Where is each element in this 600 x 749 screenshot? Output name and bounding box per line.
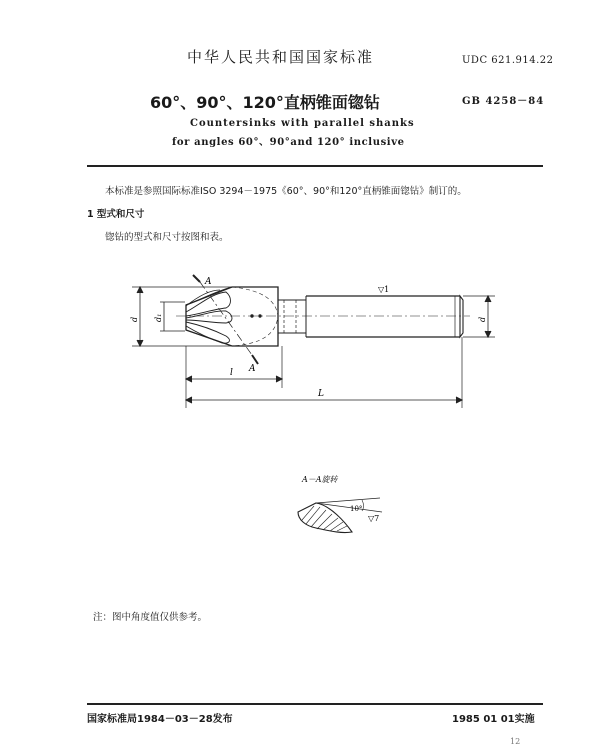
dim-d1-label: d₁	[154, 313, 163, 322]
standard-title: 60°、90°、120°直柄锥面锪钻	[150, 93, 380, 112]
issuing-organization: 中华人民共和国国家标准	[187, 48, 375, 66]
publication-date: 国家标准局1984－03－28发布	[87, 714, 233, 725]
section-angle-label: 10°	[350, 505, 363, 513]
section-1-text: 锪钻的型式和尺寸按图和表。	[105, 232, 229, 243]
english-title-line-2: for angles 60°、90°and 120° inclusive	[172, 137, 405, 148]
figure-note: 注：图中角度值仅供参考。	[93, 612, 208, 623]
intro-paragraph: 本标准是参照国际标准ISO 3294－1975《60°、90°和120°直柄锥面锪钻》制订的。	[105, 186, 467, 197]
dim-l-label: l	[230, 368, 233, 378]
section-1-heading: 1 型式和尺寸	[87, 209, 145, 220]
surface-roughness-mark: ▽1	[378, 285, 390, 294]
page-number: 12	[510, 737, 521, 746]
footer-divider	[87, 703, 543, 705]
dim-shank-d-label: d	[478, 316, 487, 322]
section-label-a-bottom: A	[249, 364, 256, 374]
standard-number: GB 4258－84	[462, 96, 545, 107]
section-view-title: A－A旋转	[302, 475, 338, 484]
section-label-a-top: A	[205, 277, 212, 287]
english-title-line-1: Countersinks with parallel shanks	[190, 118, 415, 129]
dim-L-label: L	[318, 389, 324, 399]
dim-d-label: d	[130, 316, 139, 322]
section-roughness-mark: ▽7	[368, 514, 380, 523]
udc-code: UDC 621.914.22	[462, 55, 554, 66]
effective-date: 1985 01 01实施	[452, 714, 535, 725]
